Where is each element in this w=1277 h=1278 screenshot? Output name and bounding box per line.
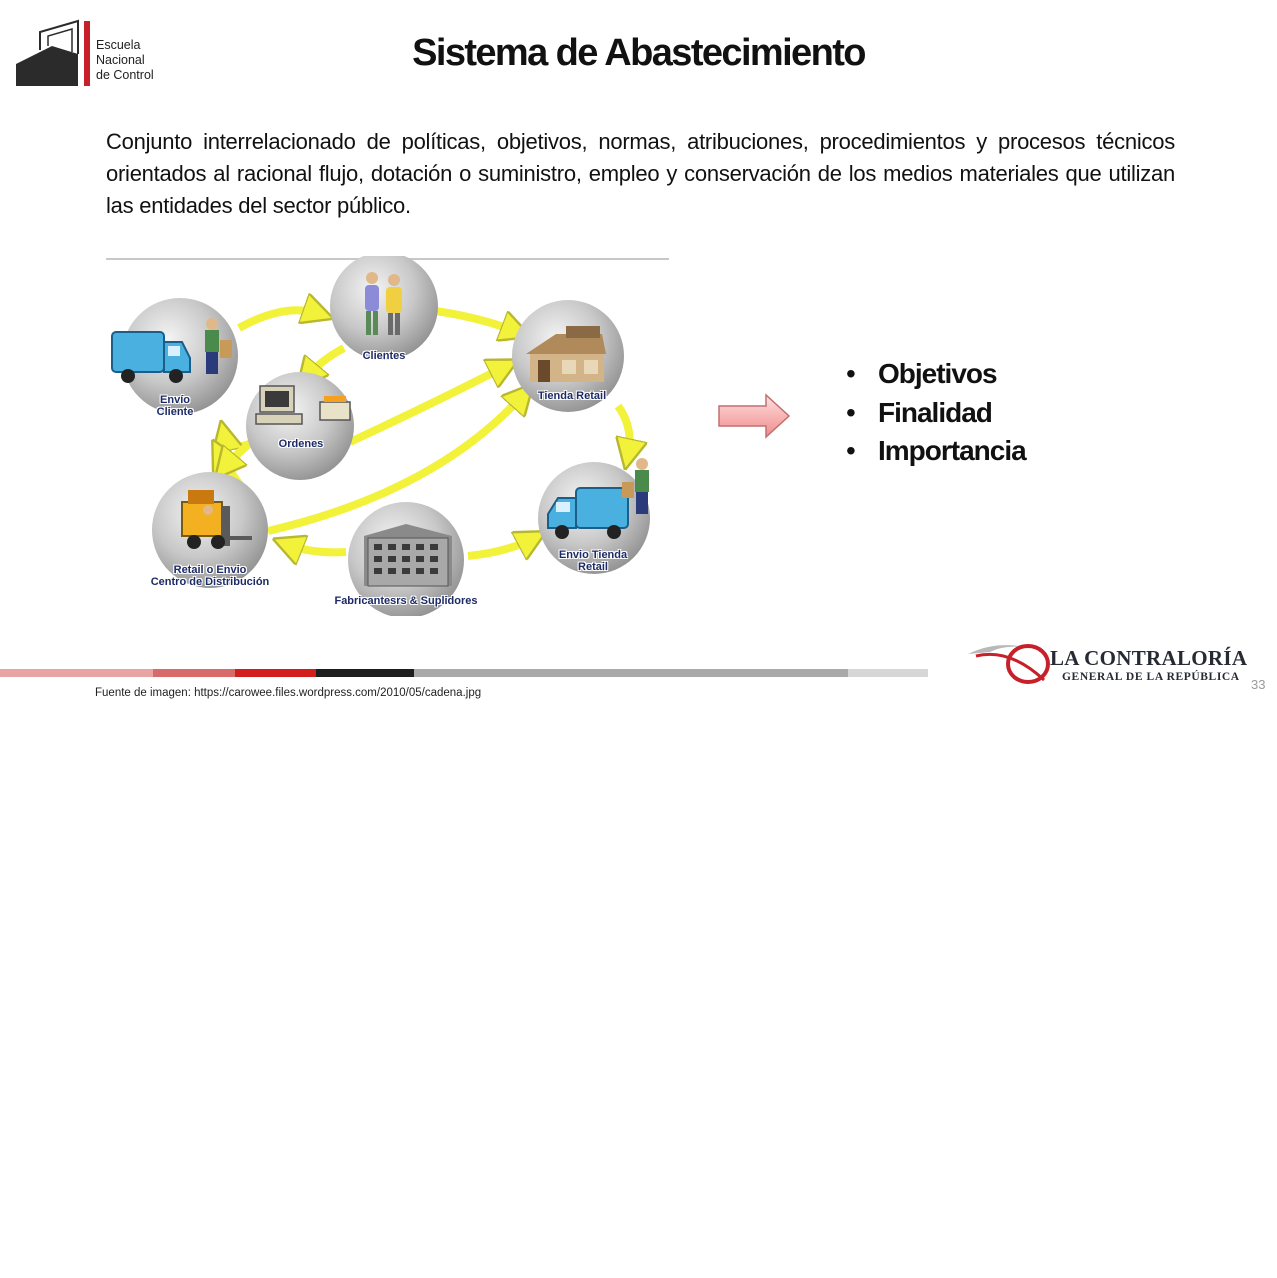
- label-retail-envio: [132, 564, 288, 588]
- image-source-note: Fuente de imagen: https://carowee.files.wordpress.com/2010/05/cadena.jpg: [95, 687, 482, 699]
- footer-bar-segment-6: [848, 669, 928, 677]
- description-paragraph: Conjunto interrelacionado de políticas, objetivos, normas, atribuciones, procedimientos y procesos técnicos orientados al racional flujo, dotación o suministro, empleo y conservación de los medios materiales que utilizan las entidades del sector público.: [106, 129, 1175, 218]
- contraloria-swoosh-icon: [966, 640, 1050, 692]
- label-tienda-retail: Tienda Retail: [537, 390, 607, 402]
- factory-building: [364, 524, 452, 586]
- footer-bar-segment-2: [153, 669, 235, 677]
- enc-line-1: Escuela: [96, 38, 141, 52]
- label-envio-cliente-text: Envío Cliente: [156, 394, 194, 418]
- footer-bar-segment-3: [235, 669, 316, 677]
- label-envio-cliente: [144, 394, 206, 418]
- footer-bar-segment-5: [414, 669, 848, 677]
- label-retail-envio-text: Retail o Envio Centro de Distribución: [150, 564, 270, 588]
- footer-bar-segment-4: [316, 669, 414, 677]
- label-ordenes: Ordenes: [278, 438, 324, 450]
- contraloria-title: LA CONTRALORÍA: [1050, 646, 1248, 670]
- supply-chain-diagram: [106, 256, 669, 616]
- bullet-item: • Importancia: [846, 432, 1026, 471]
- contraloria-subtitle: GENERAL DE LA REPÚBLICA: [1062, 671, 1240, 683]
- bullet-list: [846, 355, 1026, 471]
- footer-bar-segment-1: [0, 669, 153, 677]
- enc-line-3: de Control: [96, 68, 154, 82]
- label-envio-tienda: [550, 549, 636, 573]
- contraloria-logo: [966, 640, 1256, 692]
- label-clientes: Clientes: [362, 350, 406, 362]
- enc-line-2: Nacional: [96, 53, 145, 67]
- bullet-item: • Objetivos: [846, 355, 1026, 394]
- label-envio-tienda-text: Envio Tienda Retail: [558, 549, 628, 573]
- page-number: 33: [1251, 677, 1266, 692]
- right-arrow-icon: [716, 392, 792, 440]
- label-fabricantes: Fabricantesrs & Suplidores: [334, 595, 478, 607]
- bullet-item: • Finalidad: [846, 394, 1026, 433]
- page-title: Sistema de Abastecimiento: [412, 32, 865, 74]
